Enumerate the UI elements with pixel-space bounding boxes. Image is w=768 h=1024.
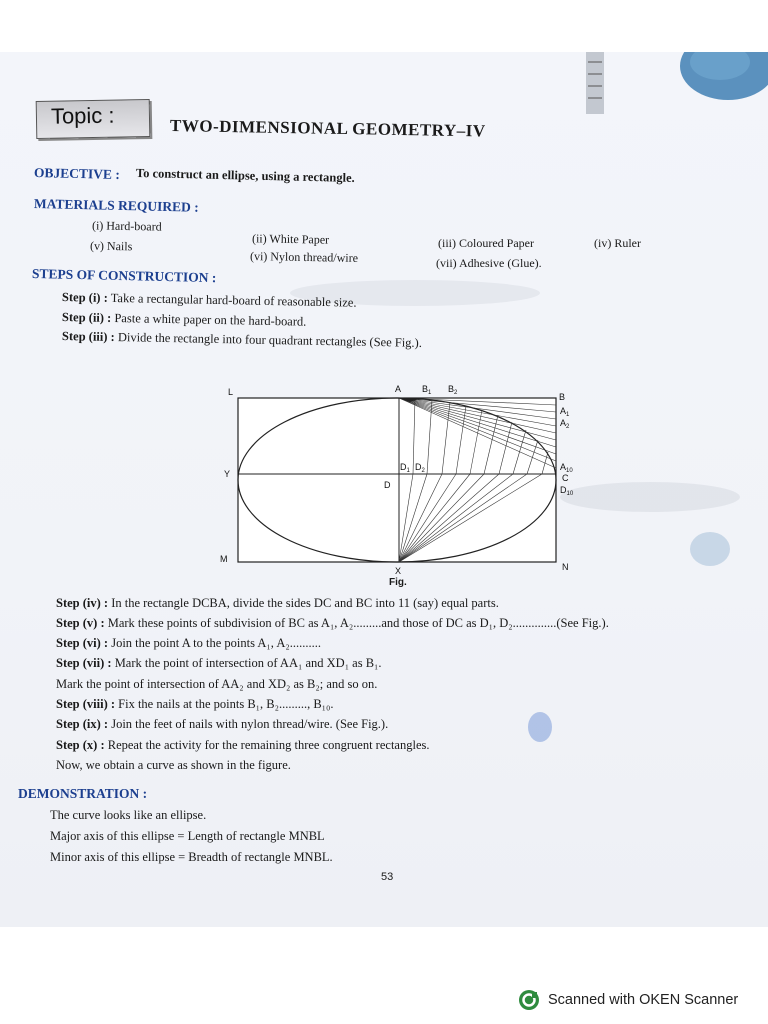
material-item: (i) Hard-board (91, 218, 162, 234)
step-label: Step (v) : (56, 616, 105, 630)
construction-step (62, 310, 307, 330)
material-item: (v) Nails (89, 238, 133, 254)
demonstration-line: Minor axis of this ellipse = Breadth of rectangle MNBL. (50, 850, 333, 864)
step-text: Join the point A to the points A₁, A₂.......... (111, 636, 321, 650)
topic-label: Topic : (50, 102, 115, 129)
demonstration-heading: DEMONSTRATION : (18, 786, 148, 801)
objective-heading: OBJECTIVE : (33, 165, 121, 182)
point-label-x: X (395, 566, 402, 576)
step-label: Step (iv) : (56, 596, 109, 610)
step-text: Join the feet of nails with nylon thread/wire. (See Fig.). (111, 717, 389, 731)
construction-step (56, 616, 609, 631)
blue-smudge (690, 532, 730, 566)
point-label-a10: $A_{10}$ (560, 462, 573, 474)
scanner-text: Scanned with OKEN Scanner (548, 992, 739, 1008)
point-label-d1: $D_1$ (400, 462, 410, 474)
point-label-c: C (562, 473, 569, 483)
step-label: Step (i) : (61, 290, 108, 305)
point-label-a: A (395, 384, 402, 394)
figure-caption: Fig. (389, 577, 407, 588)
material-item: (iii) Coloured Paper (438, 236, 534, 250)
step-label: Step (ii) : (61, 310, 112, 325)
construction-step (56, 758, 291, 773)
construction-step (56, 677, 377, 692)
material-item: (vii) Adhesive (Glue). (436, 256, 542, 270)
topic-title: TWO-DIMENSIONAL GEOMETRY–IV (169, 116, 486, 141)
point-label-b2: $B_2$ (448, 384, 458, 396)
point-label-m: M (220, 554, 228, 564)
step-label: Step (x) : (56, 738, 105, 752)
construction-step (62, 329, 422, 351)
construction-step (56, 656, 382, 671)
corner-decoration (578, 52, 768, 122)
point-label-y: Y (224, 469, 231, 479)
point-label-n: N (562, 562, 569, 572)
step-text: In the rectangle DCBA, divide the sides DC and BC into 11 (say) equal parts. (111, 596, 499, 610)
step-label: Step (ix) : (56, 717, 109, 731)
step-text: Take a rectangular hard-board of reasonable size. (110, 290, 357, 310)
construction-step (56, 717, 388, 732)
step-label: Step (vii) : (56, 656, 112, 670)
point-label-l: L (228, 387, 234, 397)
point-label-d10: $D_{10}$ (560, 485, 574, 497)
construction-step (56, 697, 334, 712)
step-text: Repeat the activity for the remaining three congruent rectangles. (107, 738, 430, 752)
construction-step (56, 596, 499, 611)
oken-scanner-logo-icon (518, 989, 540, 1011)
page-number: 53 (381, 871, 394, 883)
scanner-watermark (518, 989, 738, 1011)
step-text: Mark the point of intersection of AA₁ and XD₁ as B₁. (114, 656, 382, 670)
material-item: (vi) Nylon thread/wire (249, 249, 359, 265)
demonstration-line: Major axis of this ellipse = Length of rectangle MNBL (50, 829, 325, 843)
material-item: (iv) Ruler (594, 236, 641, 250)
material-item: (ii) White Paper (251, 231, 330, 247)
point-label-b1: $B_1$ (422, 384, 432, 396)
blue-smudge (528, 712, 552, 742)
step-label: Step (iii) : (61, 329, 115, 345)
ellipse-construction-figure (210, 380, 590, 580)
materials-heading: MATERIALS REQUIRED : (33, 196, 199, 215)
point-label-d: D (384, 480, 391, 490)
step-label: Step (viii) : (56, 697, 116, 711)
construction-step (56, 636, 321, 651)
demonstration-line: The curve looks like an ellipse. (50, 808, 207, 822)
step-text: Now, we obtain a curve as shown in the figure. (56, 758, 291, 772)
objective-text: To construct an ellipse, using a rectangle. (135, 166, 355, 185)
book-page (0, 52, 768, 927)
step-text: Mark these points of subdivision of BC as A₁, A₂.........and those of DC as D₁, D₂..............(See Fig.). (107, 616, 609, 630)
point-label-d2: $D_2$ (415, 462, 425, 474)
point-label-a2: $A_2$ (560, 418, 570, 430)
construction-heading: STEPS OF CONSTRUCTION : (31, 266, 217, 286)
point-label-b: B (559, 392, 566, 402)
topic-badge (36, 99, 151, 139)
step-text: Fix the nails at the points B₁, B₂........., B₁₀. (118, 697, 334, 711)
step-label: Step (vi) : (56, 636, 109, 650)
step-text: Divide the rectangle into four quadrant rectangles (See Fig.). (117, 330, 423, 350)
construction-step (56, 738, 429, 753)
point-label-a1: $A_1$ (560, 406, 570, 418)
step-text: Paste a white paper on the hard-board. (114, 311, 307, 329)
step-text: Mark the point of intersection of AA₂ and XD₂ as B₂; and so on. (56, 677, 378, 691)
